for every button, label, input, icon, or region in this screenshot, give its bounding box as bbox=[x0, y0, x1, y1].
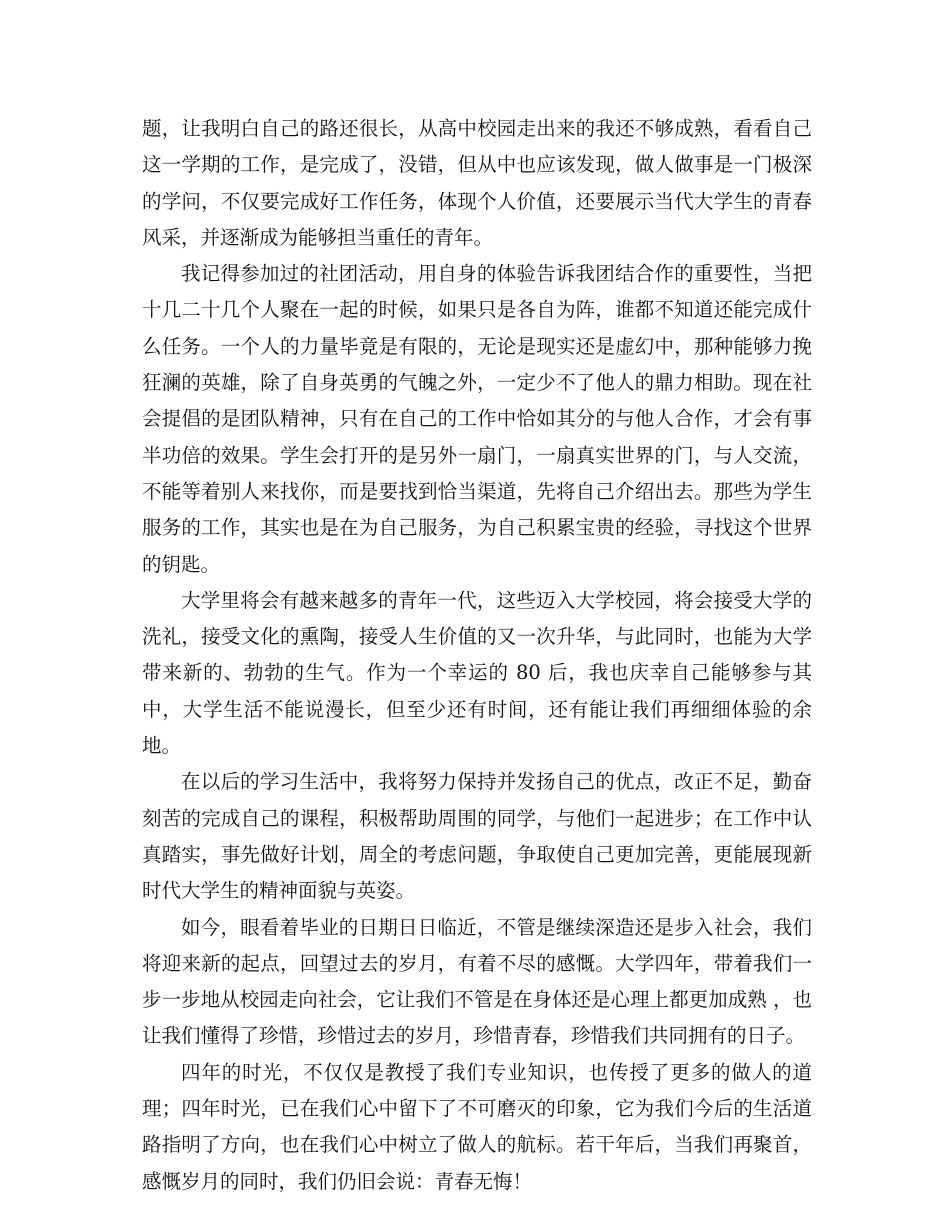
paragraph-3: 大学里将会有越来越多的青年一代，这些迈入大学校园，将会接受大学的洗礼，接受文化的熏陶，接受人生价值的又一次升华，与此同时，也能为大学带来新的、勃勃的生气。作为一个幸运的 80 后，我也庆幸自己能够参与其中，大学生活不能说漫长，但至少还有时间，还有能让我们再细细体验的余地。 bbox=[142, 588, 812, 758]
document-body bbox=[142, 111, 812, 1200]
paragraph-6: 四年的时光，不仅仅是教授了我们专业知识，也传授了更多的做人的道理；四年时光，已在我们心中留下了不可磨灭的印象，它为我们今后的生活道路指明了方向，也在我们心中树立了做人的航标。若干年后，当我们再聚首，感慨岁月的同时，我们仍旧会说：青春无悔！ bbox=[142, 1060, 812, 1193]
paragraph-1: 题，让我明白自己的路还很长，从高中校园走出来的我还不够成熟，看看自己这一学期的工作，是完成了，没错，但从中也应该发现，做人做事是一门极深的学问，不仅要完成好工作任务，体现个人价值，还要展示当代大学生的青春风采，并逐渐成为能够担当重任的青年。 bbox=[142, 117, 812, 249]
paragraph-2: 我记得参加过的社团活动，用自身的体验告诉我团结合作的重要性，当把十几二十几个人聚在一起的时候，如果只是各自为阵，谁都不知道还能完成什么任务。一个人的力量毕竟是有限的，无论是现实还是虚幻中，那种能够力挽狂澜的英雄，除了自身英勇的气魄之外，一定少不了他人的鼎力相助。现在社会提倡的是团队精神，只有在自己的工作中恰如其分的与他人合作，才会有事半功倍的效果。学生会打开的是另外一扇门，一扇真实世界的门，与人交流，不能等着别人来找你，而是要找到恰当渠道，先将自己介绍出去。那些为学生服务的工作，其实也是在为自己服务，为自己积累宝贵的经验，寻找这个世界的钥匙。 bbox=[142, 262, 812, 576]
paragraph-4: 在以后的学习生活中，我将努力保持并发扬自己的优点，改正不足，勤奋刻苦的完成自己的课程，积极帮助周围的同学，与他们一起进步；在工作中认真踏实，事先做好计划，周全的考虑问题，争取使自己更加完善，更能展现新时代大学生的精神面貌与英姿。 bbox=[142, 770, 812, 903]
paragraph-5: 如今，眼看着毕业的日期日日临近，不管是继续深造还是步入社会，我们将迎来新的起点，回望过去的岁月，有着不尽的感慨。大学四年，带着我们一步一步地从校园走向社会，它让我们不管是在身体还是心理上都更加成熟 ，也让我们懂得了珍惜，珍惜过去的岁月，珍惜青春，珍惜我们共同拥有的日子。 bbox=[142, 915, 812, 1048]
